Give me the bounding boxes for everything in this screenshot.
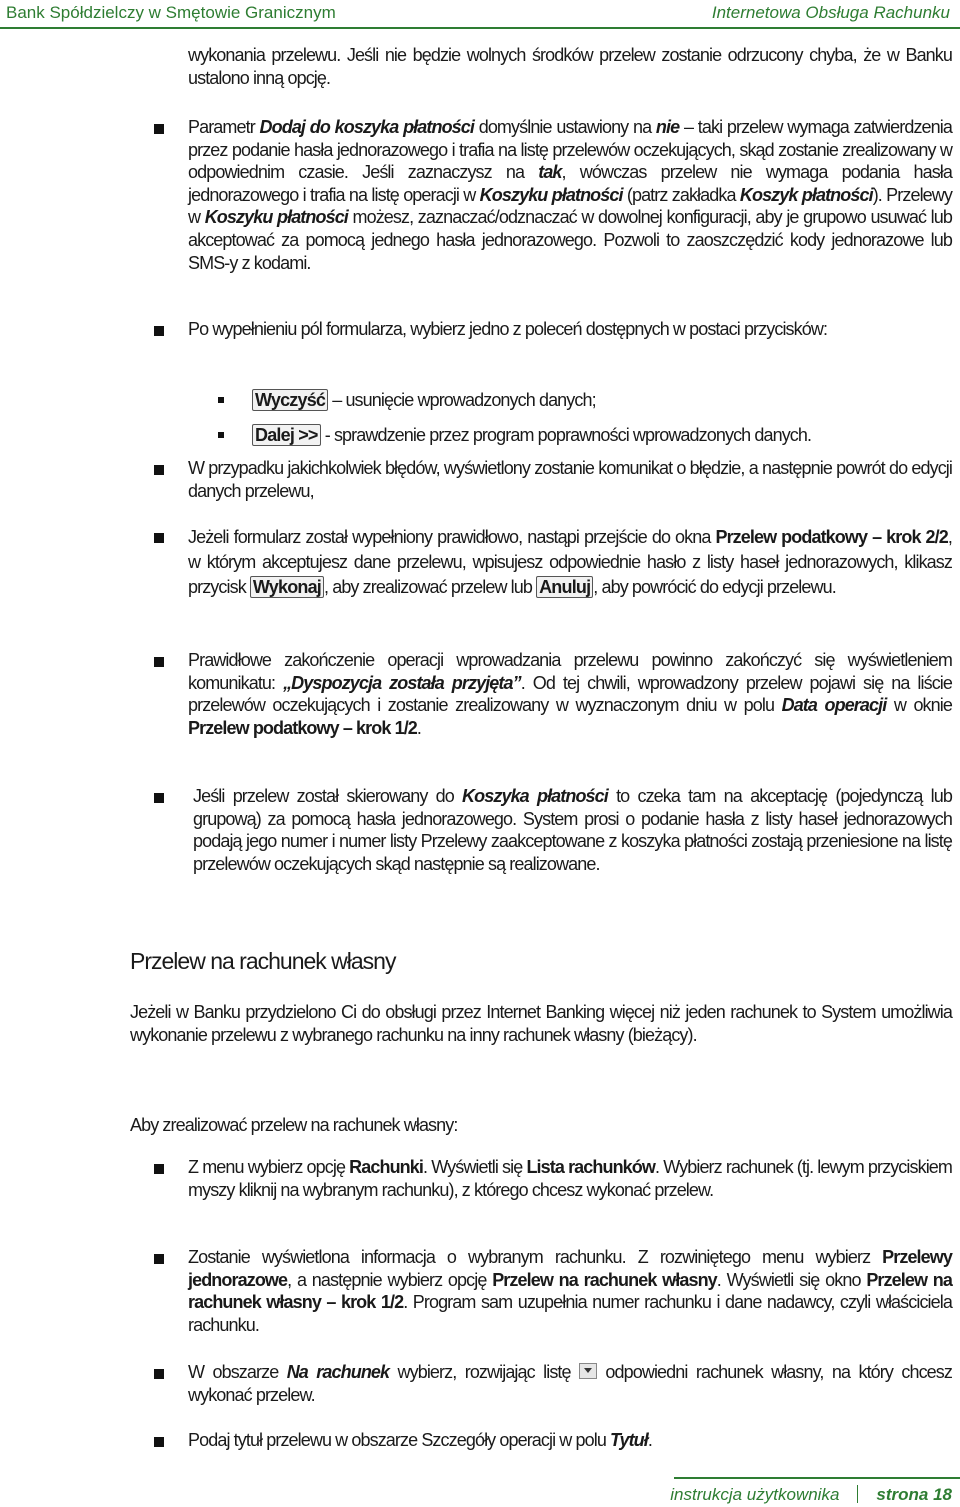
- bullet-icon: [154, 1369, 164, 1379]
- header-bank-name: Bank Spółdzielczy w Smętowie Granicznym: [6, 3, 336, 22]
- bullet-icon: [154, 326, 164, 336]
- bullet-icon: [154, 1437, 164, 1447]
- sub-item-clear: Wyczyść – usunięcie wprowadzonych danych;: [252, 389, 952, 412]
- bullet-paragraph-parameter: Parametr Dodaj do koszyka płatności domyślnie ustawiony na nie – taki przelew wymaga zatwierdzenia przez podanie hasła jednorazowego i trafia na listę przelewów oczekujących, skąd zostanie zrealizowany w odpowiednim czasie. Jeśli zaznaczysz na tak, wówczas przelew nie wymaga podania hasła jednorazowego i trafia na listę operacji w Koszyku płatności (patrz zakładka Koszyk płatności). Przelewy w Koszyku płatności możesz, zaznaczać/odznaczać w dowolnej konfiguracji, aby je grupowo usuwać lub akceptować za pomocą jednego hasła jednorazowego. Pozwoli to zaoszczędzić kody jednorazowe lub SMS-y z kodami.: [188, 117, 952, 273]
- header-app-name: Internetowa Obsługa Rachunku: [711, 3, 950, 22]
- dropdown-arrow-icon[interactable]: [579, 1363, 597, 1379]
- cancel-button[interactable]: Anuluj: [536, 576, 593, 598]
- sub-item-next: Dalej >> - sprawdzenie przez program poprawności wprowadzonych danych.: [252, 424, 952, 447]
- bullet-paragraph-completion: Prawidłowe zakończenie operacji wprowadzania przelewu powinno zakończyć się wyświetleniem komunikatu: „Dyspozycja została przyjęta”. Od tej chwili, wprowadzony przelew pojawi się na liście przelewów oczekujących i zostanie zrealizowany w wyznaczonym dniu w polu Data operacji w oknie Przelew podatkowy – krok 1/2.: [188, 650, 953, 738]
- header-rule: [0, 27, 960, 29]
- bullet-icon: [154, 1164, 164, 1174]
- bullet-icon: [154, 1254, 164, 1264]
- clear-button[interactable]: Wyczyść: [252, 389, 328, 411]
- page-header: [0, 0, 960, 26]
- bullet-icon: [154, 124, 164, 134]
- step-enter-title: Podaj tytuł przelewu w obszarze Szczegóły operacji w polu Tytuł.: [188, 1430, 652, 1450]
- section-title: Przelew na rachunek własny: [130, 948, 396, 974]
- bullet-paragraph-step2: Jeżeli formularz został wypełniony prawidłowo, nastąpi przejście do okna Przelew podatkowy – krok 2/2, w którym akceptujesz dane przelewu, wpisujesz odpowiednie hasło z listy haseł jednorazowych, klikasz przycisk Wykonaj , aby zrealizować przelew lub Anuluj , aby powrócić do edycji przelewu.: [188, 527, 952, 597]
- step-select-account: Z menu wybierz opcję Rachunki. Wyświetli się Lista rachunków. Wybierz rachunek (tj. lewym przyciskiem myszy kliknij na wybranym rachunku), z którego chcesz wykonać przelew.: [188, 1157, 953, 1200]
- footer-doc-name: instrukcja użytkownika: [670, 1485, 840, 1504]
- step-open-transfer: Zostanie wyświetlona informacja o wybranym rachunku. Z rozwiniętego menu wybierz Przelewy jednorazowe, a następnie wybierz opcję Przelew na rachunek własny. Wyświetli się okno Przelew na rachunek własny – krok 1/2. Program sam uzupełnia numer rachunku i dane nadawcy, czyli właściciela rachunku.: [188, 1247, 952, 1335]
- step-choose-target: W obszarze Na rachunek wybierz, rozwijając listę odpowiedni rachunek własny, na który chcesz wykonać przelew.: [188, 1362, 952, 1405]
- bullet-paragraph-errors: W przypadku jakichkolwiek błędów, wyświetlony zostanie komunikat o błędzie, a następnie powrót do edycji danych przelewu,: [188, 458, 952, 501]
- bullet-icon: [154, 793, 164, 803]
- execute-button[interactable]: Wykonaj: [250, 576, 324, 598]
- next-button[interactable]: Dalej >>: [252, 424, 321, 446]
- bullet-icon: [154, 657, 164, 667]
- sub-bullet-icon: [218, 432, 224, 438]
- bullet-icon: [154, 465, 164, 475]
- sub-bullet-icon: [218, 397, 224, 403]
- bullet-paragraph-buttons: Po wypełnieniu pól formularza, wybierz jedno z poleceń dostępnych w postaci przycisków:: [188, 319, 828, 339]
- section-intro: Jeżeli w Banku przydzielono Ci do obsługi przez Internet Banking więcej niż jeden rachunek to System umożliwia wykonanie przelewu z wybranego rachunku na inny rachunek własny (bieżący).: [130, 1002, 952, 1045]
- footer-rule: [674, 1477, 960, 1479]
- section-steps-lead: Aby zrealizować przelew na rachunek własny:: [130, 1115, 458, 1135]
- footer-separator: [857, 1485, 858, 1503]
- bullet-paragraph-basket: Jeśli przelew został skierowany do Koszyka płatności to czeka tam na akceptację (pojedynczą lub grupową) za pomocą hasła jednorazowego. System prosi o podanie hasła z listy haseł jednorazowych podają jego numer i numer listy Przelewy zaakceptowane z koszyka płatności zostają przeniesione na listę przelewów oczekujących skąd następnie są realizowane.: [193, 786, 952, 874]
- page-footer: [670, 1485, 952, 1505]
- footer-page-number: strona 18: [876, 1485, 952, 1504]
- paragraph-continuation: wykonania przelewu. Jeśli nie będzie wolnych środków przelew zostanie odrzucony chyba, że w Banku ustalono inną opcję.: [188, 45, 952, 88]
- bullet-icon: [154, 533, 164, 543]
